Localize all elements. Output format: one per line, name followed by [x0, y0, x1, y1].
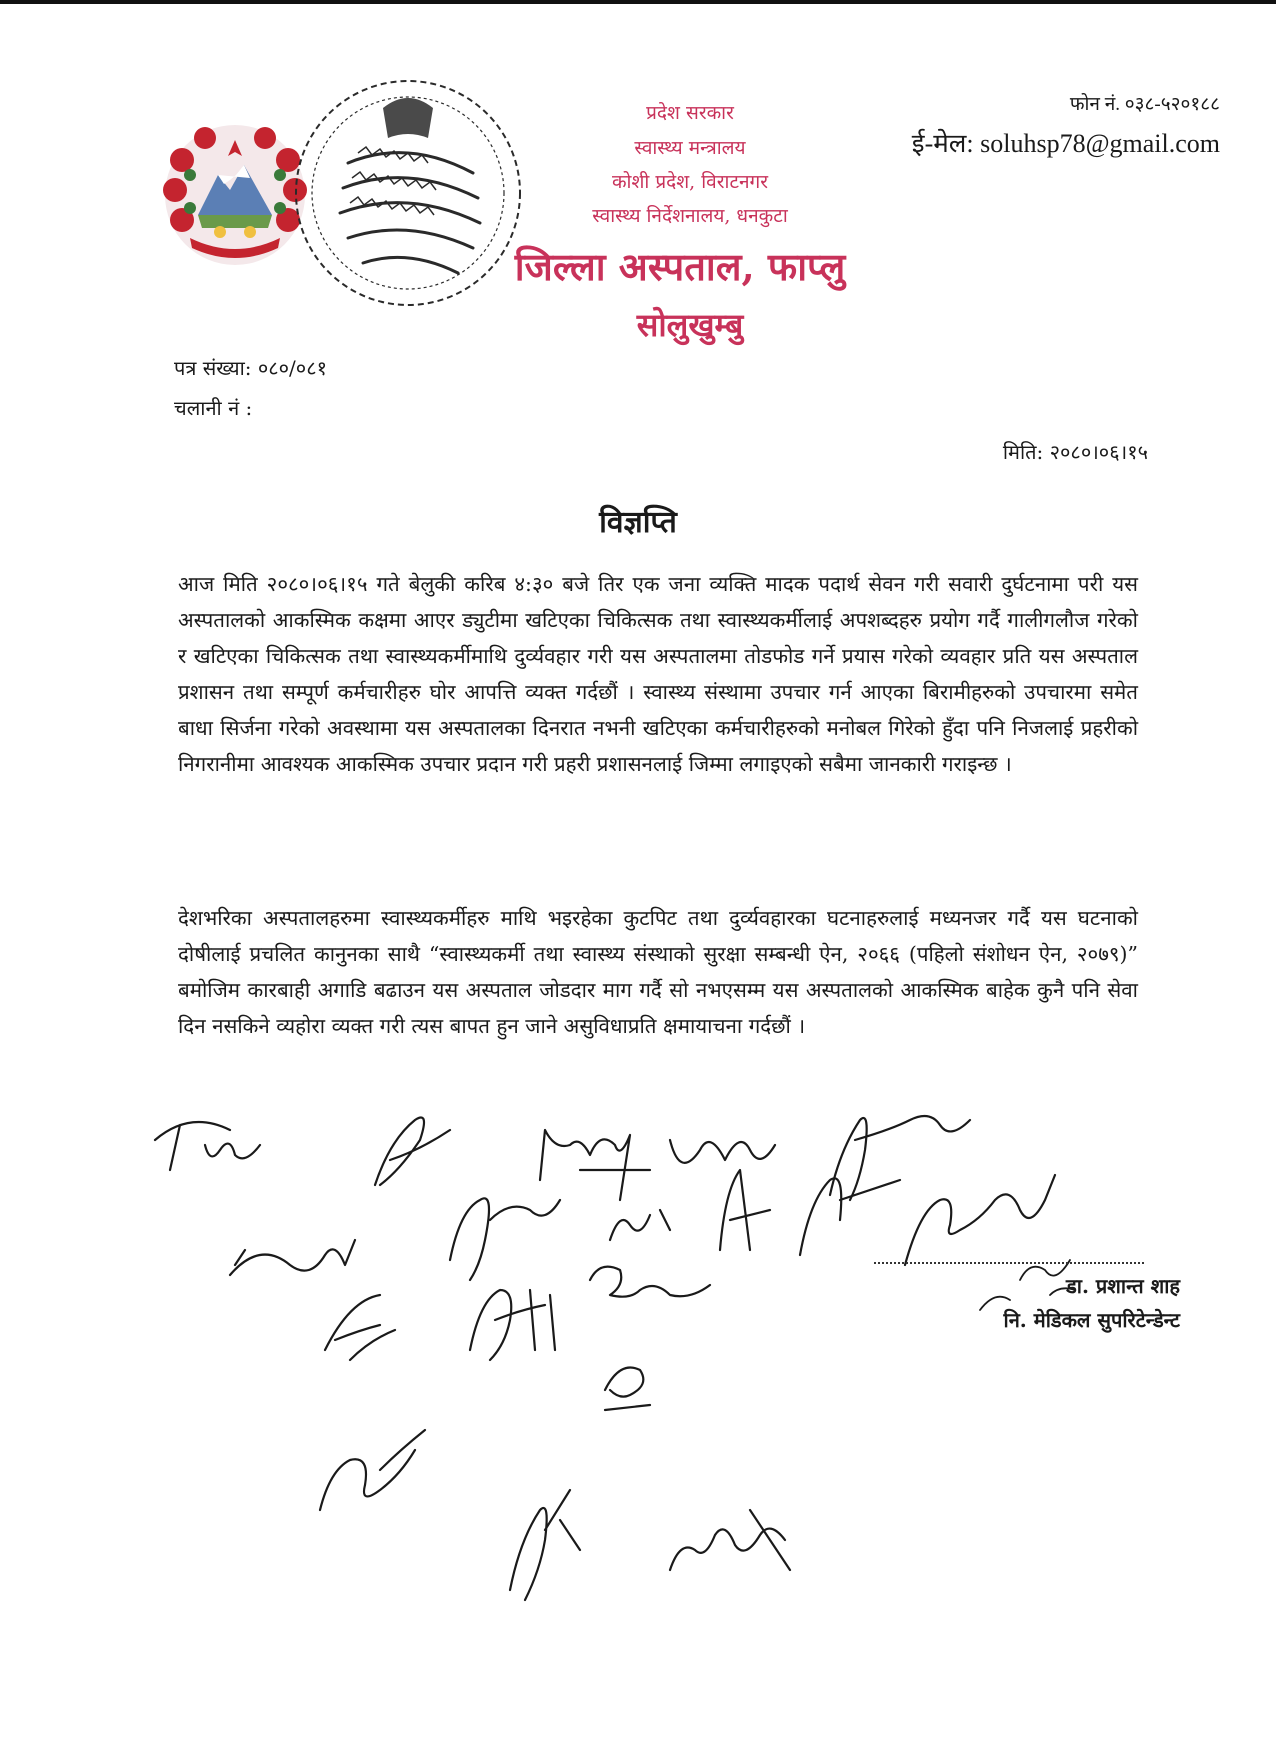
contact-email: ई-मेल: soluhsp78@gmail.com	[911, 129, 1220, 158]
signature-line	[874, 1262, 1144, 1264]
contact-phone: फोन नं. ०३८-५२०१८८	[1069, 94, 1220, 115]
header-district: सोलुखुम्बु	[636, 306, 744, 344]
header-directorate: स्वास्थ्य निर्देशनालय, धनकुटा	[592, 205, 788, 227]
body-paragraph-1: आज मिति २०८०।०६।१५ गते बेलुकी करिब ४:३० बजे तिर एक जना व्यक्ति मादक पदार्थ सेवन गरी सवारी दुर्घटनामा परी यस अस्पतालको आकस्मिक कक्षमा आएर ड्युटीमा खटिएका चिकित्सक तथा स्वास्थ्यकर्मीलाई अपशब्दहरु प्रयोग गर्दै गालीगलौज गरेको र खटिएका चिकित्सक तथा स्वास्थ्यकर्मीमाथि दुर्व्यवहार गरी यस अस्पतालमा तोडफोड गर्ने प्रयास गरेको व्यवहार प्रति यस अस्पताल प्रशासन तथा सम्पूर्ण कर्मचारीहरु घोर आपत्ति व्यक्त गर्दछौं । स्वास्थ्य संस्थामा उपचार गर्न आएका बिरामीहरुको उपचारमा समेत बाधा सिर्जना गरेको अवस्थामा यस अस्पतालका दिनरात नभनी खटिएका कर्मचारीहरुको मनोबल गिरेको हुँदा पनि निजलाई प्रहरीको निगरानीमा आवश्यक आकस्मिक उपचार प्रदान गरी प्रहरी प्रशासनलाई जिम्मा लगाइएको सबैमा जानकारी गराइन्छ ।	[178, 572, 1138, 776]
header-hospital-name: जिल्ला अस्पताल, फाप्लु	[514, 244, 846, 289]
header-province: कोशी प्रदेश, विराटनगर	[611, 171, 769, 193]
page-top-edge	[0, 0, 1276, 4]
header-ministry: स्वास्थ्य मन्त्रालय	[634, 137, 746, 159]
signatory-name: डा. प्रशान्त शाह	[1066, 1274, 1180, 1298]
header-government: प्रदेश सरकार	[646, 102, 734, 124]
letter-number: पत्र संख्या: ०८०/०८१	[174, 356, 327, 380]
signatory-role: नि. मेडिकल सुपरिटेन्डेन्ट	[1003, 1308, 1180, 1332]
body-paragraph-2: देशभरिका अस्पतालहरुमा स्वास्थ्यकर्मीहरु माथि भइरहेका कुटपिट तथा दुर्व्यवहारका घटनाहरुलाई मध्यनजर गर्दै यस घटनाको दोषीलाई प्रचलित कानुनका साथै “स्वास्थ्यकर्मी तथा स्वास्थ्य संस्थाको सुरक्षा सम्बन्धी ऐन, २०६६ (पहिलो संशोधन ऐन, २०७९)” बमोजिम कारबाही अगाडि बढाउन यस अस्पताल जोडदार माग गर्दै सो नभएसम्म यस अस्पतालको आकस्मिक बाहेक कुनै पनि सेवा दिन नसकिने व्यहोरा व्यक्त गरी त्यस बापत हुन जाने असुविधाप्रति क्षमायाचना गर्दछौं ।	[178, 906, 1138, 1038]
notice-title: विज्ञप्ति	[599, 505, 677, 540]
staff-signatures-icon	[150, 1090, 1250, 1610]
dispatch-number: चलानी नं :	[174, 396, 253, 420]
letter-date: मिति: २०८०।०६।१५	[1002, 440, 1148, 464]
